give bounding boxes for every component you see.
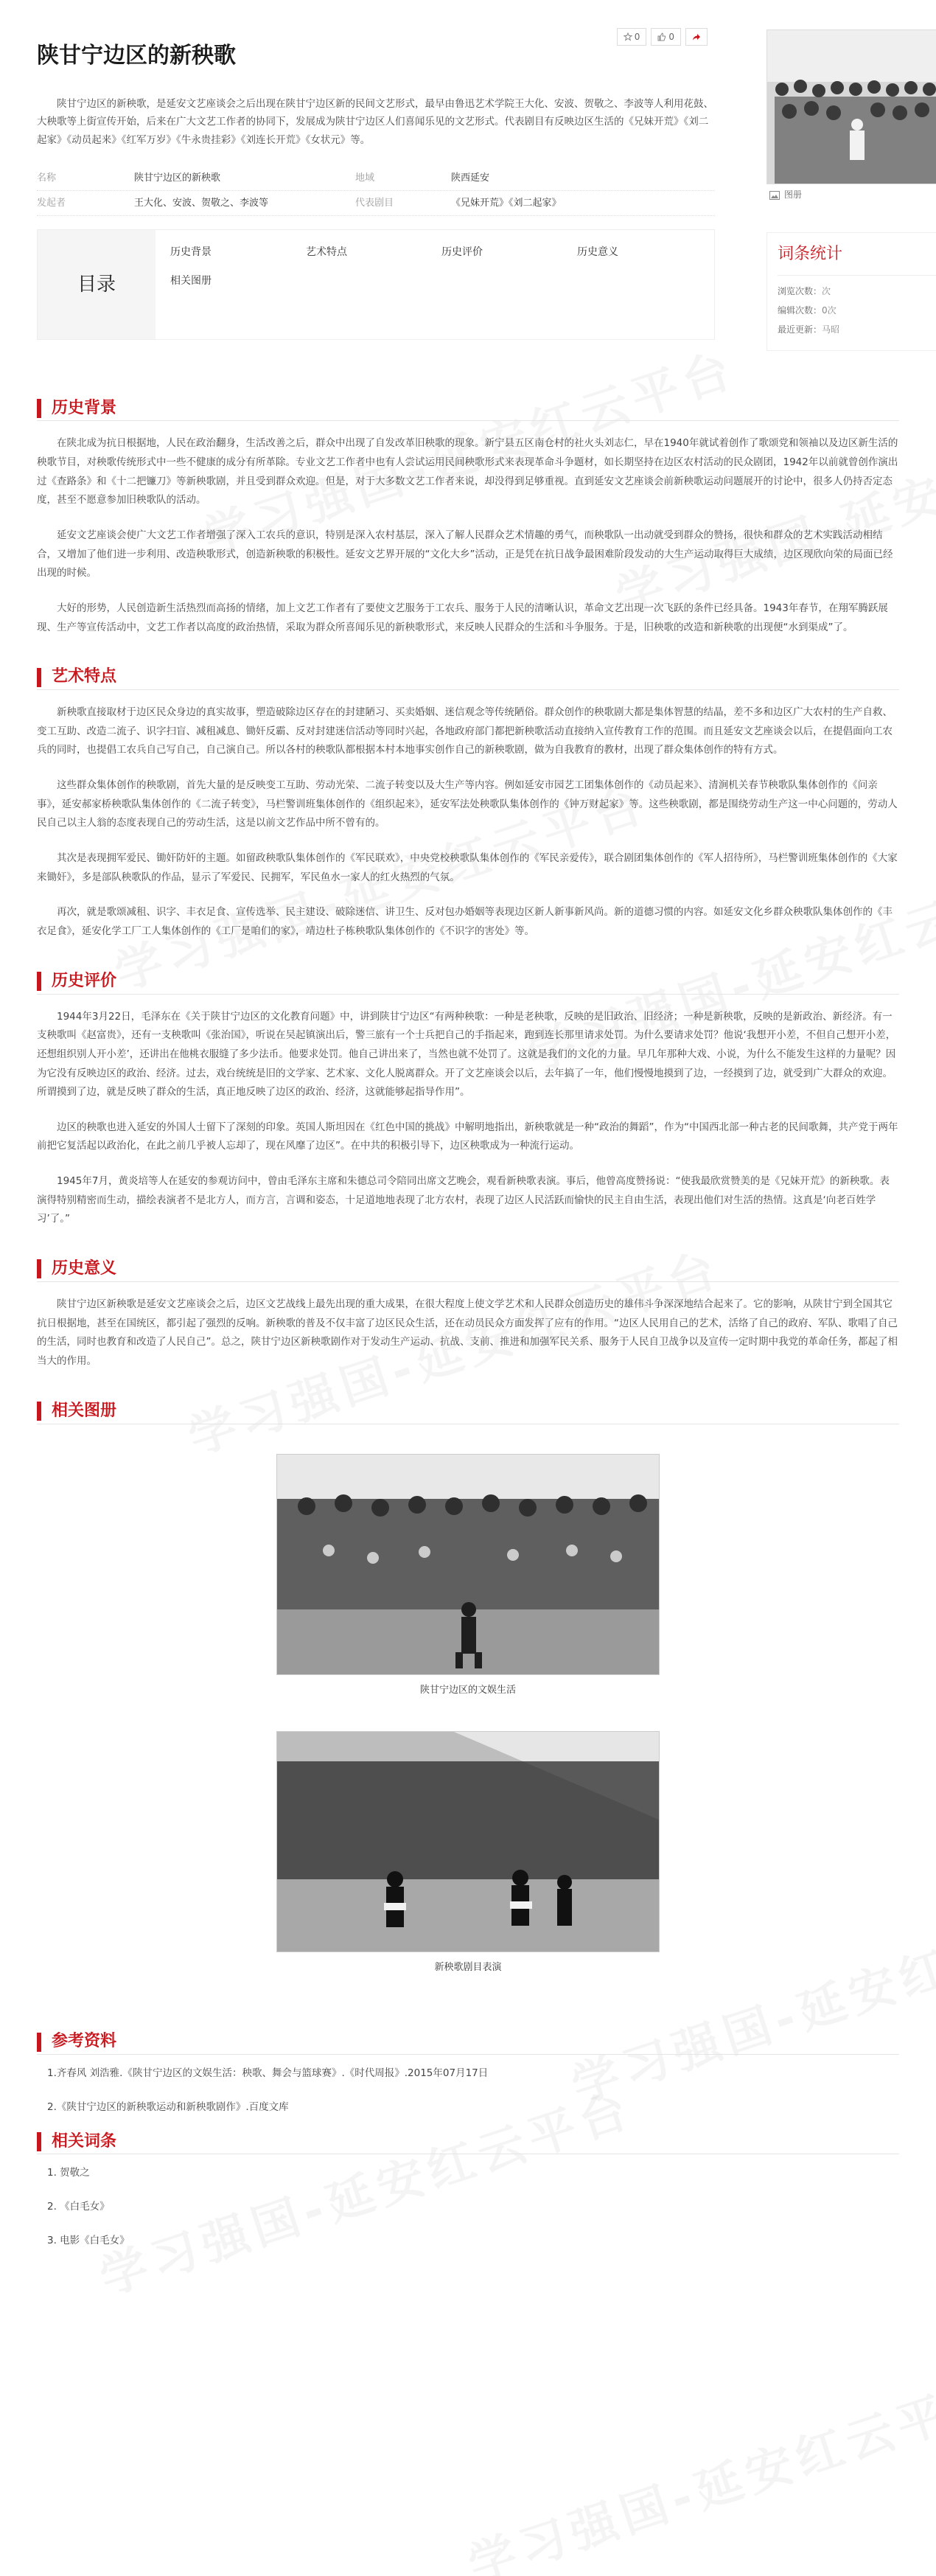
gallery-caption: 陕甘宁边区的文娱生活 (419, 1684, 516, 1696)
info-value: 王大化、安波、贺敬之、李波等 (134, 197, 269, 209)
related-link[interactable]: 2. 《白毛女》 (47, 2200, 110, 2213)
toc-item-evaluation[interactable]: 历史评价 (441, 246, 483, 259)
paragraph: 1944年3月22日，毛泽东在《关于陕甘宁边区的文化教育问题》中，讲到陕甘宁边区“有两种秧歌：一种是老秧歌，反映的是旧政治、旧经济；一种是新秧歌，反映的是新政治、新经济。有一支秧歌叫《赵富贵》，还有一支秧歌叫《张治国》，听说在吴起镇演出后，警三旅有一个士兵把自己的手指起来，跑到连长那里请求处罚。为什么要请求处罚？他说‘我想开小差，不但自己想开小差，还想组织别人开小差’，还讲出在他桃衣服缝了多少法币。他要求处罚。他自己讲出来了，当然也就不处罚了。这就是我们的文化的力量。早几年那种大戏、小说，为什么不能发生这样的力量呢？因为它没有反映边区的政治、经济。过去，戏台统统是旧的文学家、艺术家、文化人脱离群众。开了文艺座谈会以后，去年搞了一年，他们慢慢地摸到了边，一经摸到了边，就受到广大群众的欢迎。所谓摸到了边，就是反映了群众的生活，真正地反映了边区的政治、经济，这就能够起指导作用”。 (37, 1010, 896, 1099)
action-bar (617, 28, 708, 46)
reference-item: 2.《陕甘宁边区的新秧歌运动和新秧歌剧作》.百度文库 (47, 2100, 289, 2113)
info-label: 地域 (355, 172, 375, 184)
info-table (37, 166, 715, 216)
gallery (37, 1454, 899, 2010)
crowd-photo-illustration (277, 1455, 660, 1675)
toc-heading: 目录 (38, 230, 156, 339)
gallery-photo[interactable] (276, 1454, 660, 1675)
paragraph: 大好的形势，人民创造新生活热烈而高扬的情绪，加上文艺工作者有了要使文艺服务于工农兵、服务于人民的清晰认识，革命文艺出现一次飞跃的条件已经具备。1943年春节，在翔军腾跃展现、生产等宣传活动中，文艺工作者以高度的政治热情，采取为群众所喜闻乐见的新秧歌形式，来反映人民群众的生活和斗争服务。于是，旧秧歌的改造和新秧歌的出现便“水到渠成”了。 (37, 602, 888, 633)
section-marker (37, 668, 41, 687)
section-marker (37, 972, 41, 991)
crowd-photo-illustration (767, 30, 936, 184)
gallery-photo[interactable] (276, 1731, 660, 1952)
thumbs-up-icon (657, 32, 666, 41)
section-features (37, 665, 899, 941)
paragraph: 边区的秧歌也进入延安的外国人士留下了深刻的印象。英国人斯坦因在《红色中国的挑战》中解明地指出，新秧歌就是一种“政治的舞蹈”，作为“中国西北部一种古老的民间歌舞，共产党于两年前把它复活起以政治化，在此之前几乎被人忘却了，现在风靡了边区”。在中共的积极引导下，边区秧歌成为一种流行运动。 (37, 1121, 898, 1152)
gallery-caption: 新秧歌剧目表演 (434, 1962, 502, 1974)
section-title: 历史评价 (52, 971, 117, 990)
gallery-link[interactable]: 图册 (784, 189, 803, 200)
gallery-item (276, 1454, 660, 1699)
side-photo[interactable] (766, 29, 936, 184)
section-title: 艺术特点 (52, 667, 117, 686)
section-marker (37, 1259, 41, 1278)
info-row (37, 166, 715, 191)
stats-box (766, 232, 936, 351)
section-marker (37, 399, 41, 418)
paragraph: 陕甘宁边区新秧歌是延安文艺座谈会之后，边区文艺战线上最先出现的重大成果，在很大程度上使文学艺术和人民群众创造历史的雄伟斗争深深地结合起来了。它的影响，从陕甘宁到全国其它抗日根据地，甚至在国统区，都引起了强烈的反响。新秧歌的普及不仅丰富了边区民众生活，还在动员民众方面发挥了应有的作用。“边区人民用自己的艺术，活络了自己的政府、军队、歌唱了自己的生活，同时也教育和改造了人民自己”。总之，陕甘宁边区新秧歌剧作对于发动生产运动、抗战、支前、推进和加强军民关系、服务于人民自卫战争以及宣传一定时期中我党的革命任务，都起了相当大的作用。 (37, 1298, 898, 1367)
section-background (37, 396, 899, 637)
paragraph: 这些群众集体创作的秧歌剧，首先大量的是反映变工互助、劳动光荣、二流子转变以及大生产等内容。例如延安市园艺工团集体创作的《动员起来》、清涧机关春节秧歌队集体创作的《问亲事》，延安郝家桥秧歌队集体创作的《二流子转变》，马栏警训班集体创作的《组织起来》，延安军法处秧歌队集体创作的《钟万财起家》等。这些秧歌剧，都是围绕劳动生产这一中心问题的，劳动人民自己以主人翁的态度表现自己的劳动生活，这是以前文艺作品中所不曾有的。 (37, 779, 898, 829)
stat-updated (778, 320, 936, 339)
info-value: 陕甘宁边区的新秧歌 (134, 172, 221, 184)
related-link[interactable]: 1. 贺敬之 (47, 2167, 90, 2179)
image-icon (769, 191, 780, 200)
paragraph: 延安文艺座谈会使广大文艺工作者增强了深入工农兵的意识，特别是深入农村基层，深入了解人民群众艺术情趣的勇气，而秧歌队一出动就受到群众的赞扬，很快和群众的艺术实践活动相结合，又增加了他们进一步利用、改造秧歌形式，创造新秧歌的积极性。延安文艺界开展的“文化大乡”活动，正是凭在抗日战争最困难阶段发动的大生产运动取得巨大成绩，边区现欣向荣的局面已经出现的时候。 (37, 529, 893, 579)
paragraph: 1945年7月，黄炎培等人在延安的参观访问中，曾由毛泽东主席和朱德总司令陪同出席文艺晚会，观看新秧歌表演。事后，他曾高度赞扬说：“使我最欣赏赞美的是《兄妹开荒》的新秧歌。表演得特别精密而生动，描绘表演者不是北方人，而方言，言调和姿态，十足道地地表现了北方农村，表现了边区人民活跃而愉快的民主自由生活，表现出他们对生活的热情。这真是‘向老百姓学习’了。” (37, 1175, 890, 1225)
side-photo-caption[interactable] (766, 184, 936, 203)
section-related (37, 2129, 899, 2249)
toc-item-features[interactable]: 艺术特点 (306, 246, 347, 259)
toc-item-gallery[interactable]: 相关图册 (170, 274, 212, 287)
paragraph: 新秧歌直接取材于边区民众身边的真实故事，塑造破除边区存在的封建陋习、买卖婚姻、迷信观念等传统陋俗。群众创作的秧歌剧大都是集体智慧的结晶，差不多和边区广大农村的生产自救、变工互助、改造二流子、识字扫盲、减租减息、锄奸反霸、反对封建迷信活动等同时兴起，各地政府部门都把新秧歌活动直接纳入宣传教育工作的范围。而且延安文艺座谈会以后，在提倡面向工农兵的同时，也提倡工农兵自己写自己，自己演自己。所以各村的秧歌队都根据本村本地事实创作自己的新秧歌剧，做为自我教育的教材，出现了群众集体创作的特有方式。 (37, 706, 893, 756)
section-significance (37, 1257, 899, 1371)
star-icon (624, 32, 632, 41)
section-marker (37, 1402, 41, 1421)
toc-item-background[interactable]: 历史背景 (170, 246, 212, 259)
stat-label: 浏览次数： (778, 285, 823, 296)
performance-photo-illustration (277, 1732, 660, 1952)
section-evaluation (37, 970, 899, 1229)
section-references (37, 2030, 899, 2116)
info-label: 发起者 (37, 197, 66, 209)
section-title: 历史背景 (52, 398, 117, 417)
stat-value: 次 (822, 285, 831, 296)
info-row (37, 191, 715, 216)
share-arrow-icon (692, 32, 701, 41)
info-value: 陕西延安 (451, 172, 490, 184)
paragraph: 在陕北成为抗日根据地，人民在政治翻身，生活改善之后，群众中出现了自发改革旧秧歌的现象。新宁县五区南仓村的社火头刘志仁，早在1940年就试着创作了歌颂党和领袖以及边区新生活的秧歌节目，对秧歌传统形式中一些不健康的成分有所革除。专业文艺工作者中也有人尝试运用民间秧歌形式来表现革命斗争题材，如长期坚持在边区农村活动的民众剧团，1942年以前就曾创作演出过《查路条》和《十二把镰刀》等新秧歌剧，并且受到群众欢迎。但是，对于大多数文艺工作者来说，却没得到足够重视。直到延安文艺座谈会前新秧歌运动问题展开的讨论中，很多人仍持否定态度，甚至不愿意参加旧秧歌队的活动。 (37, 437, 898, 507)
gallery-item (276, 1731, 660, 1977)
like-count: 0 (668, 31, 674, 42)
toc-item-significance[interactable]: 历史意义 (577, 246, 618, 259)
section-title: 参考资料 (52, 2032, 117, 2051)
info-label: 代表剧目 (355, 197, 394, 209)
stats-title: 词条统计 (778, 240, 936, 276)
section-gallery (37, 1399, 899, 2010)
paragraph: 再次，就是歌颂减租、识字、丰衣足食、宣传选举、民主建设、破除迷信、讲卫生、反对包办婚姻等表现边区新人新事新风尚。新的道德习惯的内容。如延安文化乡群众秧歌队集体创作的《丰衣足食》，延安化学工厂工人集体创作的《工厂是咱们的家》，靖边杜子栋秧歌队集体创作的《不识字的害处》等。 (37, 906, 893, 937)
stat-views (778, 282, 936, 301)
section-marker (37, 2033, 41, 2052)
favorite-button[interactable] (617, 28, 647, 46)
stat-value: 0次 (822, 304, 837, 316)
watermark (458, 2356, 936, 2576)
paragraph: 其次是表现拥军爱民、锄奸防奸的主题。如留政秧歌队集体创作的《军民联欢》，中央党校秧歌队集体创作的《军民亲爱传》，联合剧团集体创作的《军人招待所》，马栏警训班集体创作的《大家来锄奸》，多是部队秧歌队的作品，显示了军爱民、民拥军，军民鱼水一家人的红火热烈的气氛。 (37, 852, 898, 883)
reference-item: 1.齐春风 刘浩雅.《陕甘宁边区的文娱生活：秧歌、舞会与篮球赛》.《时代周报》.2015年07月17日 (47, 2067, 489, 2080)
info-label: 名称 (37, 172, 57, 184)
section-title: 历史意义 (52, 1259, 117, 1278)
section-title: 相关词条 (52, 2131, 117, 2151)
summary: 陕甘宁边区的新秧歌，是延安文艺座谈会之后出现在陕甘宁边区新的民间文艺形式，最早由鲁迅艺术学院王大化、安波、贺敬之、李波等人利用花鼓、大秧歌等上街宣传开始，后来在广大文艺工作者的协同下，发展成为陕甘宁边区人们喜闻乐见的文艺形式。代表剧目有反映边区生活的《兄妹开荒》《刘二起家》《动员起来》《红军万岁》《牛永贵挂彩》《刘连长开荒》《女状元》等。 (37, 97, 713, 147)
stat-edits (778, 301, 936, 320)
stat-value: 马昭 (822, 324, 840, 335)
sidebar (766, 29, 936, 351)
like-button[interactable] (651, 28, 681, 46)
related-link[interactable]: 3. 电影《白毛女》 (47, 2234, 130, 2246)
page-title: 陕甘宁边区的新秧歌 (37, 43, 236, 69)
share-button[interactable] (685, 28, 708, 46)
favorite-count: 0 (634, 31, 640, 42)
section-marker (37, 2132, 41, 2151)
stat-label: 最近更新： (778, 324, 823, 335)
table-of-contents (37, 229, 715, 340)
info-value: 《兄妹开荒》《刘二起家》 (451, 197, 562, 209)
header-area (37, 0, 899, 340)
section-title: 相关图册 (52, 1401, 117, 1420)
stat-label: 编辑次数： (778, 304, 823, 316)
